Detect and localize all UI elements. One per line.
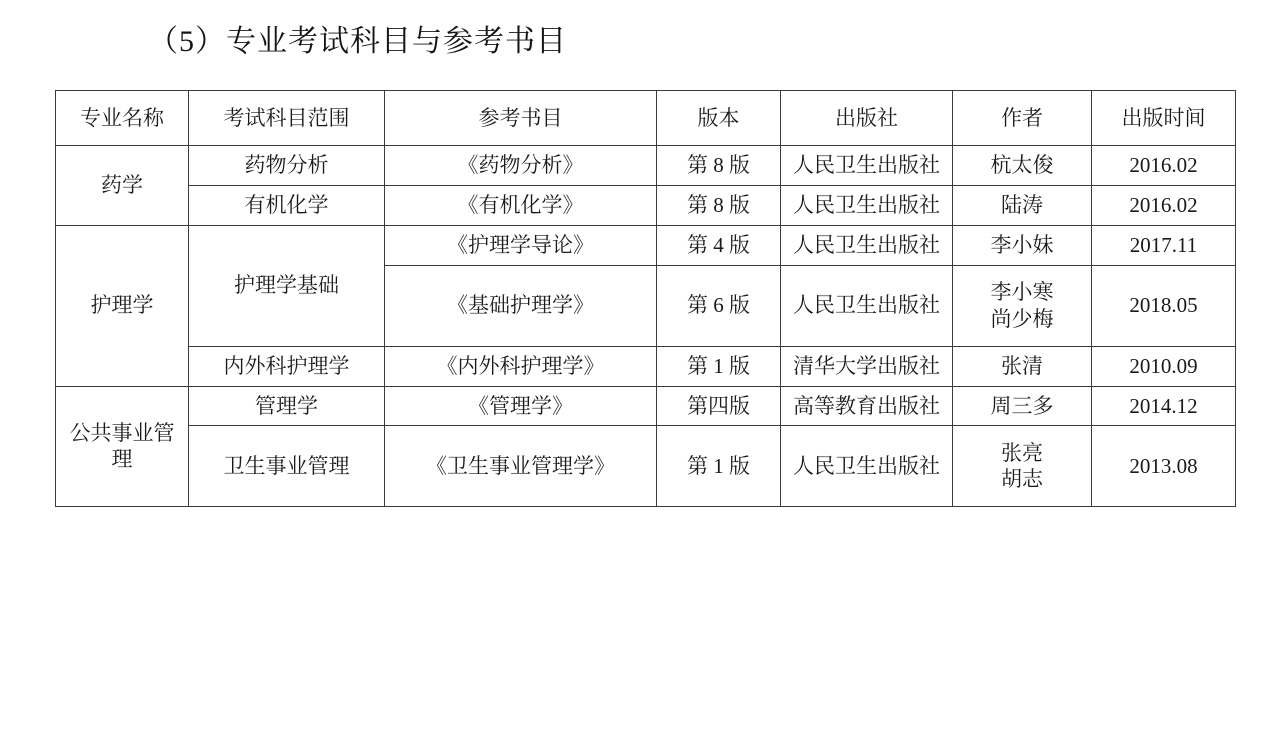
cell-publisher: 人民卫生出版社: [781, 146, 953, 186]
cell-date: 2016.02: [1092, 185, 1236, 225]
table-body: [56, 146, 1236, 507]
table-row: [56, 346, 1236, 386]
column-header-book: 参考书目: [385, 91, 657, 146]
cell-publisher: 高等教育出版社: [781, 386, 953, 426]
exam-subjects-table-container: [55, 90, 1235, 507]
cell-scope: 药物分析: [189, 146, 385, 186]
cell-major: 公共事业管理: [56, 386, 189, 507]
cell-date: 2014.12: [1092, 386, 1236, 426]
cell-major: 护理学: [56, 225, 189, 386]
exam-subjects-table: [55, 90, 1236, 507]
cell-author-line: 尚少梅: [990, 306, 1054, 331]
table-row: [56, 426, 1236, 507]
page-title: （5）专业考试科目与参考书目: [148, 25, 567, 58]
cell-edition: 第 6 版: [657, 265, 781, 346]
cell-book: 《药物分析》: [385, 146, 657, 186]
cell-author: 李小妹: [953, 225, 1092, 265]
table-header: [56, 91, 1236, 146]
cell-date: 2013.08: [1092, 426, 1236, 507]
cell-book: 《有机化学》: [385, 185, 657, 225]
column-header-scope: 考试科目范围: [189, 91, 385, 146]
cell-publisher: 清华大学出版社: [781, 346, 953, 386]
cell-major: 药学: [56, 146, 189, 226]
cell-scope: 卫生事业管理: [189, 426, 385, 507]
cell-date: 2017.11: [1092, 225, 1236, 265]
column-header-edition: 版本: [657, 91, 781, 146]
cell-author: 周三多: [953, 386, 1092, 426]
cell-author: [953, 426, 1092, 507]
cell-date: 2010.09: [1092, 346, 1236, 386]
cell-book: 《基础护理学》: [385, 265, 657, 346]
cell-publisher: 人民卫生出版社: [781, 265, 953, 346]
cell-edition: 第 1 版: [657, 426, 781, 507]
cell-edition: 第 1 版: [657, 346, 781, 386]
cell-date: 2018.05: [1092, 265, 1236, 346]
cell-publisher: 人民卫生出版社: [781, 426, 953, 507]
cell-scope: 管理学: [189, 386, 385, 426]
cell-book: 《内外科护理学》: [385, 346, 657, 386]
cell-book: 《卫生事业管理学》: [385, 426, 657, 507]
cell-edition: 第四版: [657, 386, 781, 426]
cell-publisher: 人民卫生出版社: [781, 185, 953, 225]
cell-author: [953, 265, 1092, 346]
table-row: [56, 146, 1236, 186]
cell-book: 《管理学》: [385, 386, 657, 426]
cell-edition: 第 8 版: [657, 185, 781, 225]
cell-author: 杭太俊: [953, 146, 1092, 186]
table-row: [56, 386, 1236, 426]
column-header-major: 专业名称: [56, 91, 189, 146]
table-header-row: [56, 91, 1236, 146]
cell-author: 陆涛: [953, 185, 1092, 225]
cell-publisher: 人民卫生出版社: [781, 225, 953, 265]
cell-date: 2016.02: [1092, 146, 1236, 186]
table-row: [56, 185, 1236, 225]
cell-author-line: 李小寒: [990, 279, 1054, 304]
cell-edition: 第 8 版: [657, 146, 781, 186]
column-header-date: 出版时间: [1092, 91, 1236, 146]
cell-edition: 第 4 版: [657, 225, 781, 265]
column-header-author: 作者: [953, 91, 1092, 146]
cell-scope: 有机化学: [189, 185, 385, 225]
table-row: [56, 225, 1236, 265]
cell-author-line: 胡志: [1001, 467, 1043, 492]
cell-scope: 内外科护理学: [189, 346, 385, 386]
cell-book: 《护理学导论》: [385, 225, 657, 265]
cell-scope: 护理学基础: [189, 225, 385, 346]
column-header-publisher: 出版社: [781, 91, 953, 146]
cell-author: 张清: [953, 346, 1092, 386]
cell-author-line: 张亮: [1001, 440, 1043, 465]
